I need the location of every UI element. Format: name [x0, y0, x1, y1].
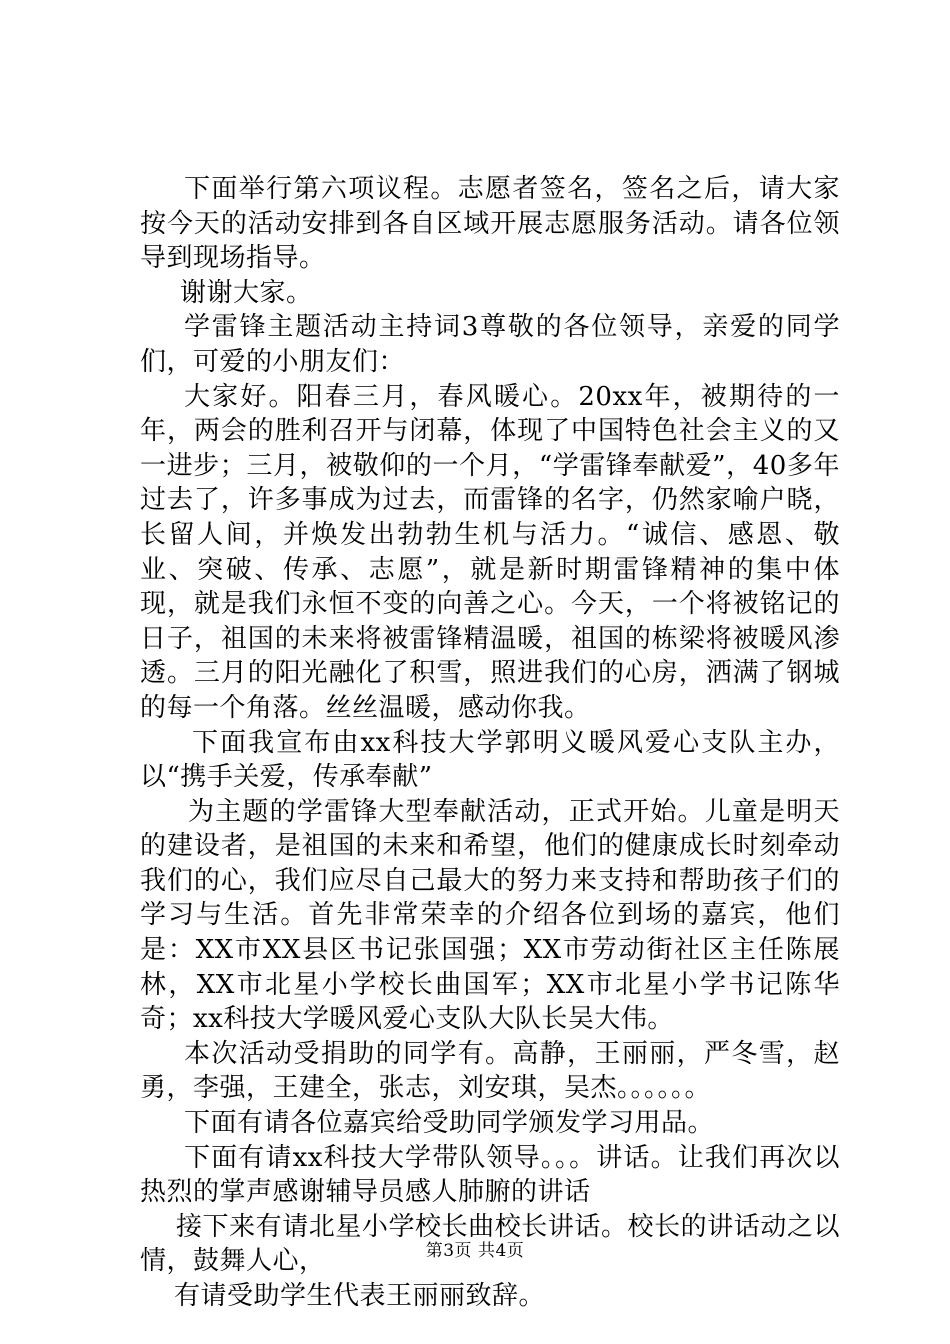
paragraph-supplies: 下面有请各位嘉宾给受助同学颁发学习用品。: [184, 1108, 715, 1139]
paragraph-host-script-title: 学雷锋主题活动主持词3尊敬的各位领导，亲爱的同学们，可爱的小朋友们：: [140, 312, 840, 377]
paragraph-guests: 为主题的学雷锋大型奉献活动，正式开始。儿童是明天的建设者，是祖国的未来和希望，他们的健康成长时刻牵动我们的心，我们应尽自己最大的努力来支持和帮助孩子们的学习与生活。首先非常荣幸的介绍各位到场的嘉宾，他们是：XX市XX县区书记张国强；XX市劳动街社区主任陈展林，XX市北星小学校长曲国军；XX市北星小学书记陈华奇；xx科技大学暖风爱心支队大队长吴大伟。: [140, 796, 840, 1035]
document-body: [140, 172, 840, 1314]
paragraph-leader-speech: 下面有请xx科技大学带队领导。。。讲话。让我们再次以热烈的掌声感谢辅导员感人肺腑的讲话: [140, 1142, 840, 1208]
page-number-footer: 第3页 共4页: [425, 1241, 525, 1261]
paragraph-thanks: 谢谢大家。: [180, 277, 313, 308]
paragraph-students: 本次活动受捐助的同学有。高静，王丽丽，严冬雪，赵勇，李强，王建全，张志，刘安琪，吴杰。。。。。。: [140, 1038, 840, 1104]
paragraph-student-speech: 有请受助学生代表王丽丽致辞。: [174, 1281, 546, 1311]
paragraph-announcement: 下面我宣布由xx科技大学郭明义暖风爱心支队主办，以“携手关爱，传承奉献”: [140, 727, 840, 793]
paragraph-agenda-six: 下面举行第六项议程。志愿者签名，签名之后，请大家按今天的活动安排到各自区域开展志愿服务活动。请各位领导到现场指导。: [140, 174, 840, 274]
paragraph-greeting: 大家好。阳春三月，春风暖心。20xx年，被期待的一年，两会的胜利召开与闭幕，体现了中国特色社会主义的又一进步；三月，被敬仰的一个月，“学雷锋奉献爱”，40多年过去了，许多事成为过去，而雷锋的名字，仍然家喻户晓，长留人间，并焕发出勃勃生机与活力。“诚信、感恩、敬业、突破、传承、志愿”，就是新时期雷锋精神的集中体现，就是我们永恒不变的向善之心。今天，一个将被铭记的日子，祖国的未来将被雷锋精温暖，祖国的栋梁将被暖风渗透。三月的阳光融化了积雪，照进我们的心房，洒满了钢城的每一个角落。丝丝温暖，感动你我。: [140, 381, 840, 723]
paragraph-principal-speech: 接下来有请北星小学校长曲校长讲话。校长的讲话动之以情，鼓舞人心，: [140, 1211, 840, 1277]
